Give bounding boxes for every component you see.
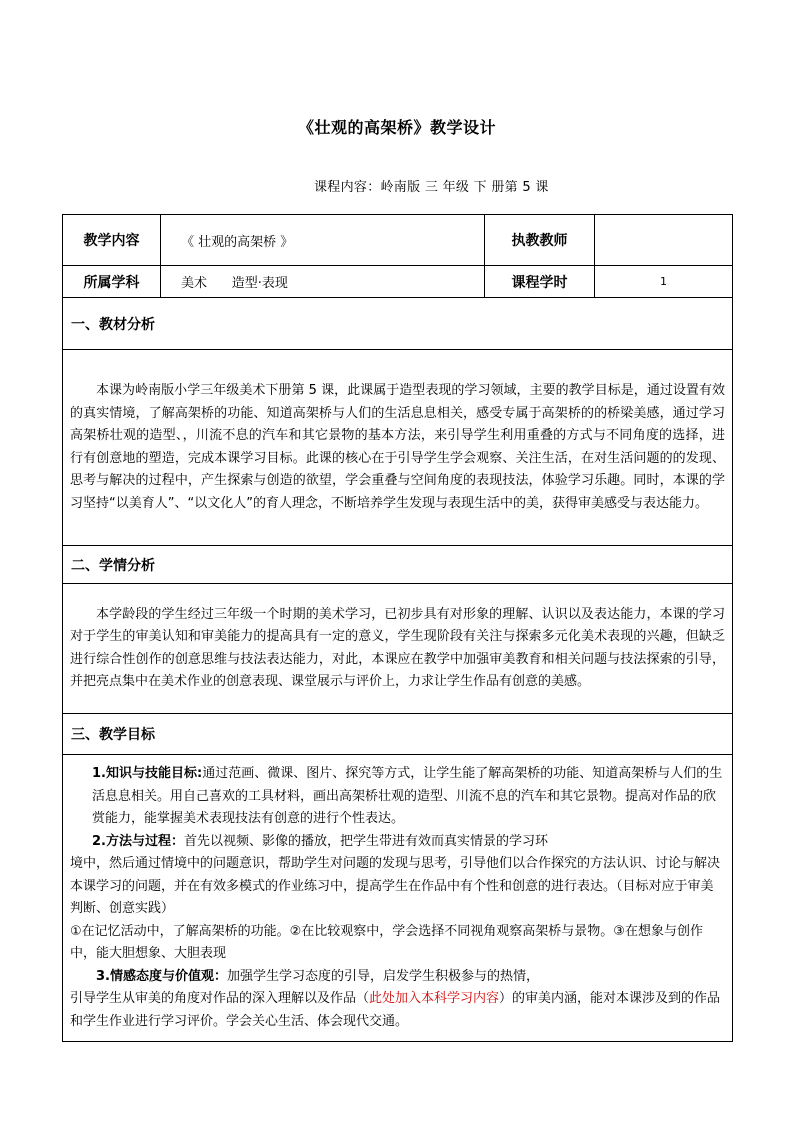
lesson-plan-table xyxy=(62,214,733,1042)
goal-2-body: 境中，然后通过情境中的问题意识，帮助学生对问题的发现与思考，引导他们以合作探究的方法认识、讨论与解决本课学习的问题，并在有效多模式的作业练习中，提高学生在作品中有个性和创意的进行表达。（目标对应于审美判断、创意实践） xyxy=(70,856,721,916)
section-1-heading: 一、教材分析 xyxy=(63,298,733,350)
course-line: 课程内容：岭南版 三 年级 下 册第 5 课 xyxy=(314,180,549,195)
goal-1: 1.知识与技能目标:通过范画、微课、图片、探究等方式，让学生能了解高架桥的功能、知道高架桥与人们的生活息息相关。用自己喜欢的工具材料，画出高架桥壮观的造型、川流不息的汽车和其它景物。提高对作品的欣赏能力，能掌握美术表现技法有创意的进行个性表达。 xyxy=(92,766,723,826)
section-2-text: 本学龄段的学生经过三年级一个时期的美术学习，已初步具有对形象的理解、认识以及表达能力，本课的学习对于学生的审美认知和审美能力的提高具有一定的意义，学生现阶段有关注与探索多元化美术表现的兴趣，但缺乏进行综合性创作的创意思维与技法表达能力，对此，本课应在教学中加强审美教育和相关问题与技法探索的引导，并把亮点集中在美术作业的创意表现、课堂展示与评价上，力求让学生作品有创意的美感。 xyxy=(63,584,733,714)
section-1-text: 本课为岭南版小学三年级美术下册第 5 课，此课属于造型表现的学习领域，主要的教学目标是，通过设置有效的真实情境，了解高架桥的功能、知道高架桥与人们的生活息息相关，感受专属于高架桥的的桥梁美感，通过学习高架桥壮观的造型、，川流不息的汽车和其它景物的基本方法，来引导学生利用重叠的方式与不同角度的选择，进行有创意地的塑造，完成本课学习目标。此课的核心在于引导学生学会观察、关注生活，在对生活问题的的发现、思考与解决的过程中，产生探索与创造的欲望，学会重叠与空间角度的表现技法，体验学习乐趣。同时，本课的学习坚持“以美育人”、“以文化人”的育人理念，不断培养学生发现与表现生活中的美，获得审美感受与表达能力。 xyxy=(63,350,733,546)
subject-label: 所属学科 xyxy=(63,266,161,298)
goal-2-steps: ①在记忆活动中，了解高架桥的功能。②在比较观察中，学会选择不同视角观察高架桥与景物。③在想象与创作中，能大胆想象、大胆表现 xyxy=(70,923,703,961)
section-3-heading: 三、教学目标 xyxy=(63,714,733,755)
section-3-goals xyxy=(63,755,733,1042)
goal-2: 2.方法与过程：首先以视频、影像的播放，把学生带进有效而真实情景的学习环 xyxy=(92,833,548,849)
teacher-value xyxy=(595,215,733,266)
content-value: 《 壮观的高架桥 》 xyxy=(161,215,485,266)
placeholder-note: 此处加入本科学习内容 xyxy=(369,991,500,1006)
subject-value: 美术 造型·表现 xyxy=(161,266,485,298)
goal-3-body: 引导学生从审美的角度对作品的深入理解以及作品（此处加入本科学习内容）的审美内涵，能对本课涉及到的作品和学生作业进行学习评价。学会关心生活、体会现代交通。 xyxy=(70,991,721,1029)
hours-label: 课程学时 xyxy=(485,266,595,298)
goal-3: 3.情感态度与价值观：加强学生学习态度的引导，启发学生积极参与的热情， xyxy=(96,968,539,984)
hours-value: 1 xyxy=(595,266,733,298)
section-2-heading: 二、学情分析 xyxy=(63,546,733,584)
document-title: 《壮观的高架桥》教学设计 xyxy=(297,118,496,137)
teacher-label: 执教教师 xyxy=(485,215,595,266)
content-label: 教学内容 xyxy=(63,215,161,266)
